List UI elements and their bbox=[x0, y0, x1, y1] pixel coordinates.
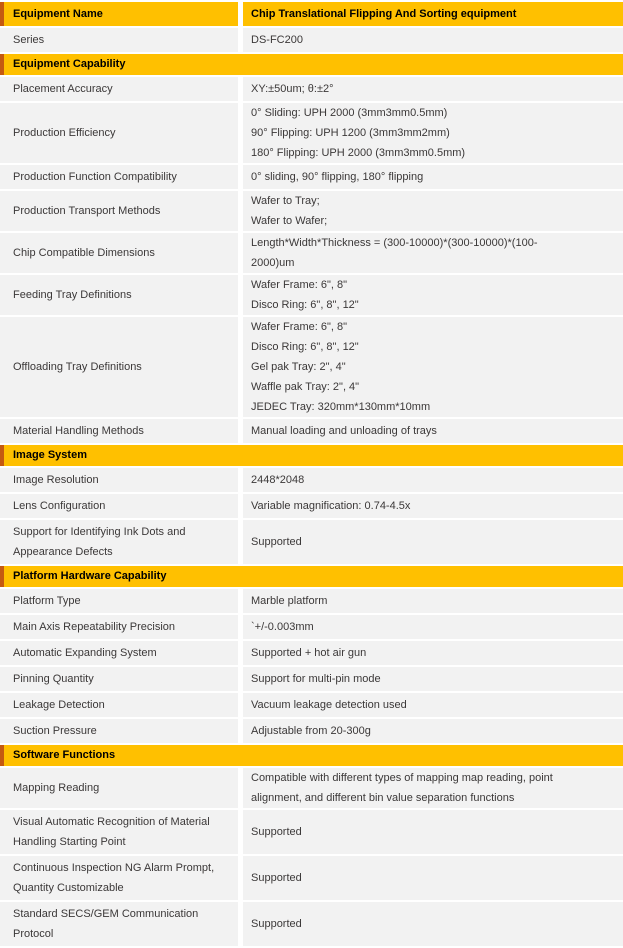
spec-value-cell bbox=[243, 2, 623, 26]
spec-row bbox=[0, 667, 623, 691]
spec-row bbox=[0, 641, 623, 665]
spec-label: Production Transport Methods bbox=[13, 205, 161, 217]
spec-value-cell bbox=[243, 77, 623, 101]
spec-value-cell bbox=[243, 28, 623, 52]
spec-value-line: Supported bbox=[251, 826, 302, 838]
spec-value-line: `+/-0.003mm bbox=[251, 621, 314, 633]
spec-value-line: Supported bbox=[251, 918, 302, 930]
spec-label-cell bbox=[0, 693, 238, 717]
spec-value-cell bbox=[243, 494, 623, 518]
spec-value-line: Disco Ring: 6", 8", 12" bbox=[251, 299, 359, 311]
spec-label: Platform Type bbox=[13, 595, 81, 607]
spec-value-line: JEDEC Tray: 320mm*130mm*10mm bbox=[251, 401, 431, 413]
spec-label-cell bbox=[0, 667, 238, 691]
spec-label-cell bbox=[0, 520, 238, 564]
spec-row bbox=[0, 28, 623, 52]
spec-value-line: Adjustable from 20-300g bbox=[251, 725, 371, 737]
section-header-row bbox=[0, 745, 623, 766]
spec-label-cell bbox=[0, 28, 238, 52]
spec-value-line: Waffle pak Tray: 2", 4" bbox=[251, 381, 360, 393]
spec-row bbox=[0, 77, 623, 101]
spec-value-line: Variable magnification: 0.74-4.5x bbox=[251, 500, 411, 512]
spec-value-cell bbox=[243, 615, 623, 639]
spec-label-cell bbox=[0, 641, 238, 665]
spec-label-cell bbox=[0, 494, 238, 518]
spec-value-line: Disco Ring: 6", 8", 12" bbox=[251, 341, 359, 353]
spec-value-line: Support for multi-pin mode bbox=[251, 673, 381, 685]
spec-value-cell bbox=[243, 768, 623, 808]
section-header-cell bbox=[4, 54, 623, 75]
spec-row bbox=[0, 719, 623, 743]
spec-row bbox=[0, 317, 623, 417]
spec-label: Visual Automatic Recognition of Material Handling Starting Point bbox=[13, 816, 210, 848]
spec-label: Feeding Tray Definitions bbox=[13, 289, 132, 301]
spec-label-cell bbox=[0, 856, 238, 900]
spec-value-line: Gel pak Tray: 2", 4" bbox=[251, 361, 346, 373]
spec-value-line: Supported bbox=[251, 872, 302, 884]
spec-label: Automatic Expanding System bbox=[13, 647, 157, 659]
spec-label: Placement Accuracy bbox=[13, 83, 113, 95]
spec-value-line: Wafer to Wafer; bbox=[251, 215, 328, 227]
spec-value-cell bbox=[243, 233, 623, 273]
spec-value-cell bbox=[243, 191, 623, 231]
spec-value-cell bbox=[243, 810, 623, 854]
spec-row bbox=[0, 494, 623, 518]
spec-label-cell bbox=[0, 165, 238, 189]
spec-row bbox=[0, 589, 623, 613]
section-header-cell bbox=[4, 445, 623, 466]
spec-label-cell bbox=[0, 191, 238, 231]
spec-value-cell bbox=[243, 856, 623, 900]
spec-label: Suction Pressure bbox=[13, 725, 97, 737]
spec-label: Leakage Detection bbox=[13, 699, 105, 711]
spec-value-line: 0° sliding, 90° flipping, 180° flipping bbox=[251, 171, 424, 183]
spec-value-cell bbox=[243, 468, 623, 492]
spec-label-cell bbox=[0, 719, 238, 743]
spec-row bbox=[0, 856, 623, 900]
spec-label: Offloading Tray Definitions bbox=[13, 361, 142, 373]
spec-row bbox=[0, 419, 623, 443]
spec-row bbox=[0, 693, 623, 717]
spec-row bbox=[0, 275, 623, 315]
spec-value-line: Chip Translational Flipping And Sorting equipment bbox=[251, 8, 517, 20]
spec-label: Support for Identifying Ink Dots and Appearance Defects bbox=[13, 526, 186, 558]
spec-label: Pinning Quantity bbox=[13, 673, 94, 685]
spec-value-cell bbox=[243, 165, 623, 189]
spec-value-line: Compatible with different types of mapping map reading, point bbox=[251, 772, 553, 784]
spec-value-cell bbox=[243, 103, 623, 163]
spec-label-cell bbox=[0, 768, 238, 808]
section-header-row bbox=[0, 566, 623, 587]
spec-row bbox=[0, 768, 623, 808]
spec-label-cell bbox=[0, 902, 238, 946]
spec-value-line: Length*Width*Thickness = (300-10000)*(300-10000)*(100- bbox=[251, 237, 538, 249]
spec-value-line: Manual loading and unloading of trays bbox=[251, 425, 437, 437]
spec-row bbox=[0, 615, 623, 639]
spec-label-cell bbox=[0, 419, 238, 443]
spec-label-cell bbox=[0, 103, 238, 163]
spec-value-line: 2448*2048 bbox=[251, 474, 305, 486]
spec-value-line: 2000)um bbox=[251, 257, 295, 269]
section-header-row bbox=[0, 54, 623, 75]
section-title: Platform Hardware Capability bbox=[13, 570, 167, 582]
spec-value-cell bbox=[243, 667, 623, 691]
spec-value-cell bbox=[243, 520, 623, 564]
spec-label: Standard SECS/GEM Communication Protocol bbox=[13, 908, 199, 940]
spec-label-cell bbox=[0, 615, 238, 639]
spec-label: Mapping Reading bbox=[13, 782, 100, 794]
spec-value-cell bbox=[243, 693, 623, 717]
spec-value-cell bbox=[243, 589, 623, 613]
spec-row bbox=[0, 2, 623, 26]
section-header-cell bbox=[4, 745, 623, 766]
spec-row bbox=[0, 468, 623, 492]
spec-value-line: XY:±50um; θ:±2° bbox=[251, 83, 334, 95]
spec-row bbox=[0, 165, 623, 189]
spec-label: Equipment Name bbox=[13, 8, 103, 20]
spec-value-cell bbox=[243, 317, 623, 417]
spec-label-cell bbox=[0, 317, 238, 417]
spec-label: Production Function Compatibility bbox=[13, 171, 177, 183]
spec-value-line: 0° Sliding: UPH 2000 (3mm3mm0.5mm) bbox=[251, 107, 448, 119]
spec-label: Lens Configuration bbox=[13, 500, 106, 512]
spec-label-cell bbox=[0, 810, 238, 854]
spec-row bbox=[0, 520, 623, 564]
spec-value-line: Wafer to Tray; bbox=[251, 195, 320, 207]
spec-label: Production Efficiency bbox=[13, 127, 116, 139]
spec-row bbox=[0, 233, 623, 273]
spec-value-line: Supported bbox=[251, 536, 302, 548]
section-title: Software Functions bbox=[13, 749, 116, 761]
spec-label: Chip Compatible Dimensions bbox=[13, 247, 155, 259]
spec-value-cell bbox=[243, 419, 623, 443]
spec-value-line: DS-FC200 bbox=[251, 34, 303, 46]
spec-row bbox=[0, 103, 623, 163]
spec-value-line: Vacuum leakage detection used bbox=[251, 699, 407, 711]
section-header-row bbox=[0, 445, 623, 466]
spec-label-cell bbox=[0, 468, 238, 492]
spec-label: Continuous Inspection NG Alarm Prompt, Quantity Customizable bbox=[13, 862, 215, 894]
spec-label-cell bbox=[0, 275, 238, 315]
spec-label-cell bbox=[4, 2, 238, 26]
section-header-cell bbox=[4, 566, 623, 587]
spec-label-cell bbox=[0, 233, 238, 273]
spec-value-line: Wafer Frame: 6", 8" bbox=[251, 279, 348, 291]
spec-value-line: Supported + hot air gun bbox=[251, 647, 367, 659]
spec-label: Image Resolution bbox=[13, 474, 99, 486]
spec-label: Material Handling Methods bbox=[13, 425, 144, 437]
spec-value-cell bbox=[243, 275, 623, 315]
spec-value-line: 90° Flipping: UPH 1200 (3mm3mm2mm) bbox=[251, 127, 450, 139]
spec-label-cell bbox=[0, 589, 238, 613]
spec-value-line: alignment, and different bin value separation functions bbox=[251, 792, 515, 804]
section-title: Equipment Capability bbox=[13, 58, 126, 70]
spec-value-line: Wafer Frame: 6", 8" bbox=[251, 321, 348, 333]
spec-value-cell bbox=[243, 902, 623, 946]
section-title: Image System bbox=[13, 449, 87, 461]
spec-label: Series bbox=[13, 34, 45, 46]
spec-label: Main Axis Repeatability Precision bbox=[13, 621, 176, 633]
spec-value-line: 180° Flipping: UPH 2000 (3mm3mm0.5mm) bbox=[251, 147, 466, 159]
spec-row bbox=[0, 191, 623, 231]
spec-row bbox=[0, 810, 623, 854]
spec-value-cell bbox=[243, 641, 623, 665]
spec-row bbox=[0, 902, 623, 946]
spec-value-line: Marble platform bbox=[251, 595, 328, 607]
spec-label-cell bbox=[0, 77, 238, 101]
spec-value-cell bbox=[243, 719, 623, 743]
